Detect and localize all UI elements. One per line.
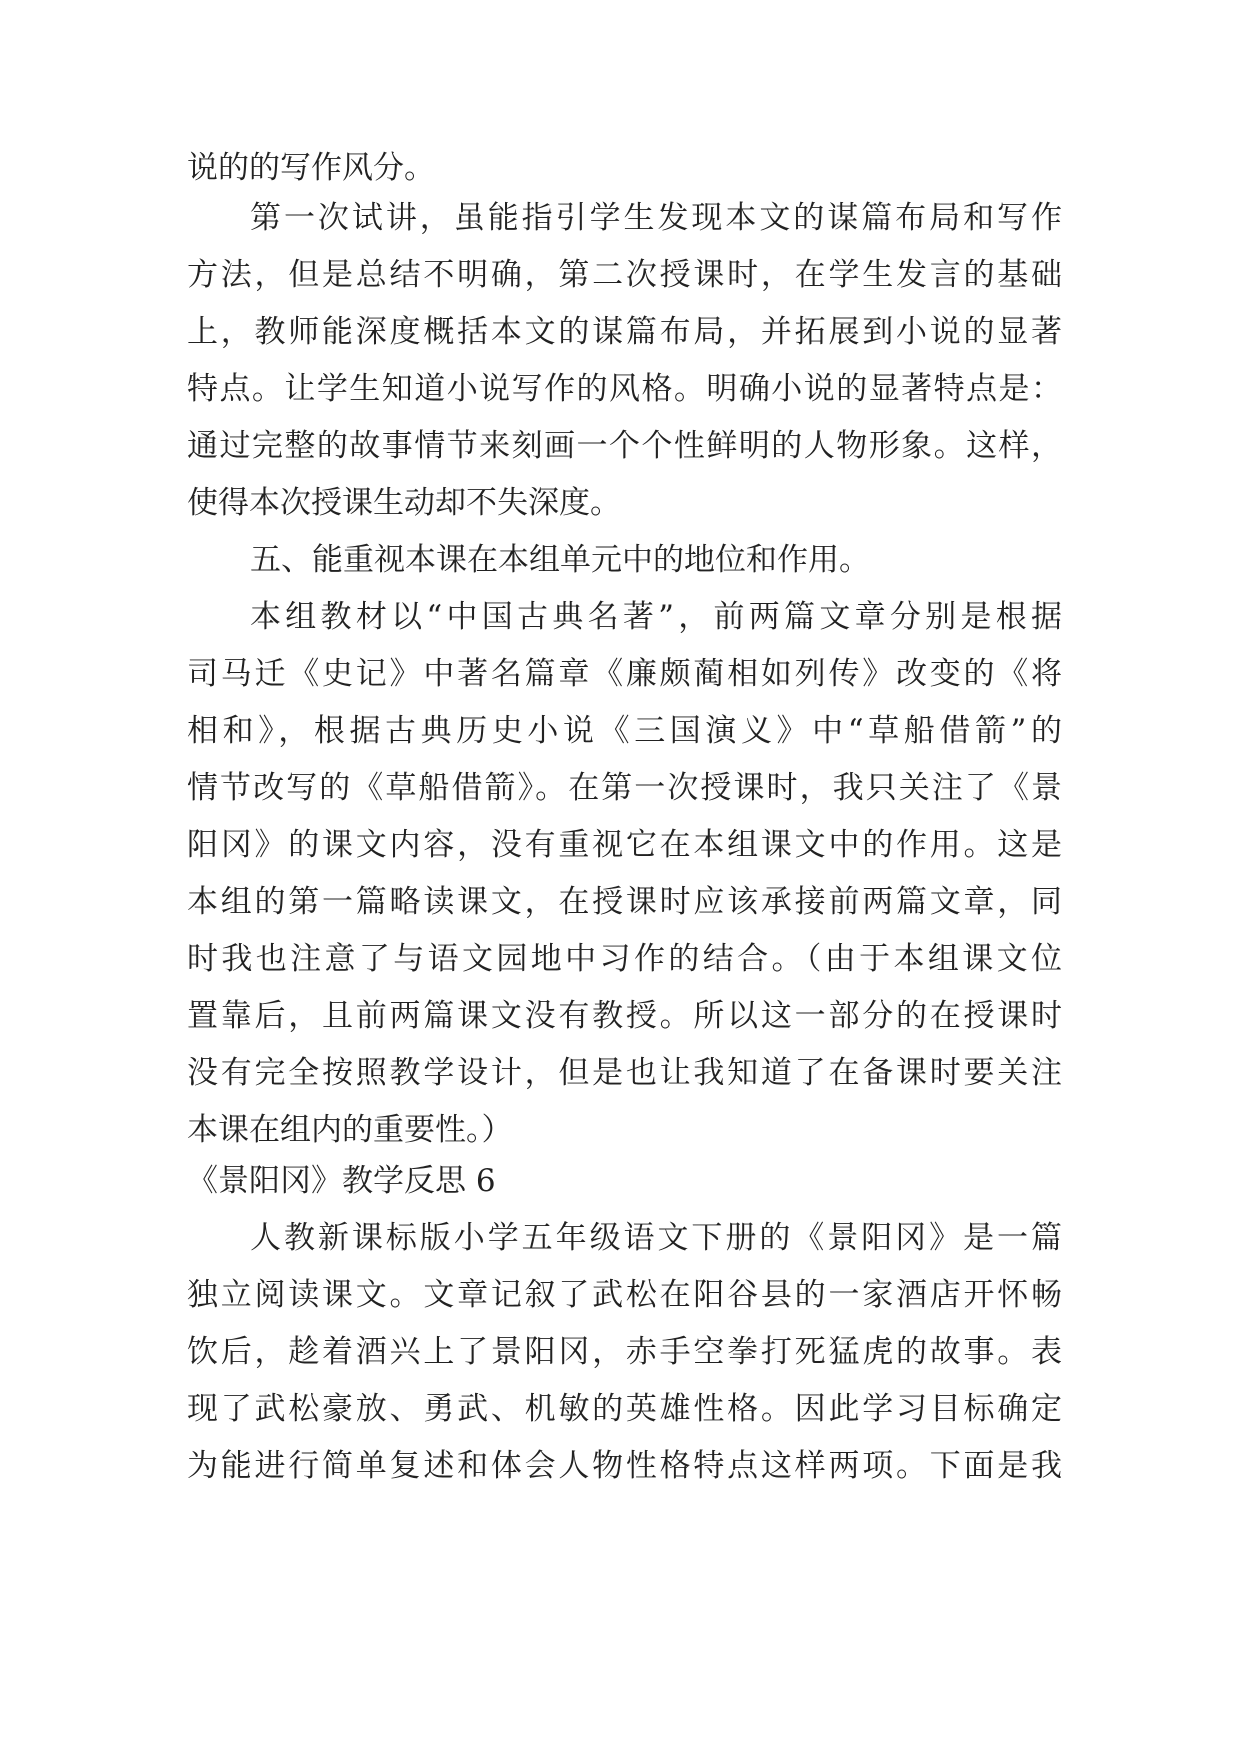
paragraph-line: 通过完整的故事情节来刻画一个个性鲜明的人物形象。这样， [187, 428, 1062, 464]
article-title: 《景阳冈》教学反思 6 [187, 1163, 496, 1199]
paragraph-line: 为能进行简单复述和体会人物性格特点这样两项。下面是我 [187, 1448, 1062, 1484]
paragraph-line: 方法，但是总结不明确，第二次授课时，在学生发言的基础 [187, 257, 1062, 293]
paragraph-line: 独立阅读课文。文章记叙了武松在阳谷县的一家酒店开怀畅 [187, 1277, 1062, 1313]
paragraph-line: 置靠后，且前两篇课文没有教授。所以这一部分的在授课时 [187, 998, 1062, 1034]
paragraph-line: 第一次试讲，虽能指引学生发现本文的谋篇布局和写作 [250, 200, 1062, 236]
paragraph-line: 相和》，根据古典历史小说《三国演义》中“草船借箭”的 [187, 713, 1062, 749]
paragraph-line: 情节改写的《草船借箭》。在第一次授课时，我只关注了《景 [187, 770, 1062, 806]
paragraph-line: 本组的第一篇略读课文，在授课时应该承接前两篇文章，同 [187, 884, 1062, 920]
paragraph-line: 上，教师能深度概括本文的谋篇布局，并拓展到小说的显著 [187, 314, 1062, 350]
paragraph-line: 阳冈》的课文内容，没有重视它在本组课文中的作用。这是 [187, 827, 1062, 863]
paragraph-line: 饮后，趁着酒兴上了景阳冈，赤手空拳打死猛虎的故事。表 [187, 1334, 1062, 1370]
section-heading: 五、能重视本课在本组单元中的地位和作用。 [250, 542, 870, 578]
paragraph-line: 本课在组内的重要性。） [187, 1112, 513, 1148]
paragraph-line: 没有完全按照教学设计，但是也让我知道了在备课时要关注 [187, 1055, 1062, 1091]
paragraph-line: 时我也注意了与语文园地中习作的结合。（由于本组课文位 [187, 941, 1062, 977]
paragraph-line: 现了武松豪放、勇武、机敏的英雄性格。因此学习目标确定 [187, 1391, 1062, 1427]
paragraph-line: 说的的写作风分。 [187, 150, 435, 186]
paragraph-line: 司马迁《史记》中著名篇章《廉颇蔺相如列传》改变的《将 [187, 656, 1062, 692]
paragraph-line: 本组教材以“中国古典名著”，前两篇文章分别是根据 [250, 599, 1062, 635]
paragraph-line: 特点。让学生知道小说写作的风格。明确小说的显著特点是： [187, 371, 1062, 407]
paragraph-line: 人教新课标版小学五年级语文下册的《景阳冈》是一篇 [250, 1220, 1062, 1256]
paragraph-line: 使得本次授课生动却不失深度。 [187, 485, 621, 521]
